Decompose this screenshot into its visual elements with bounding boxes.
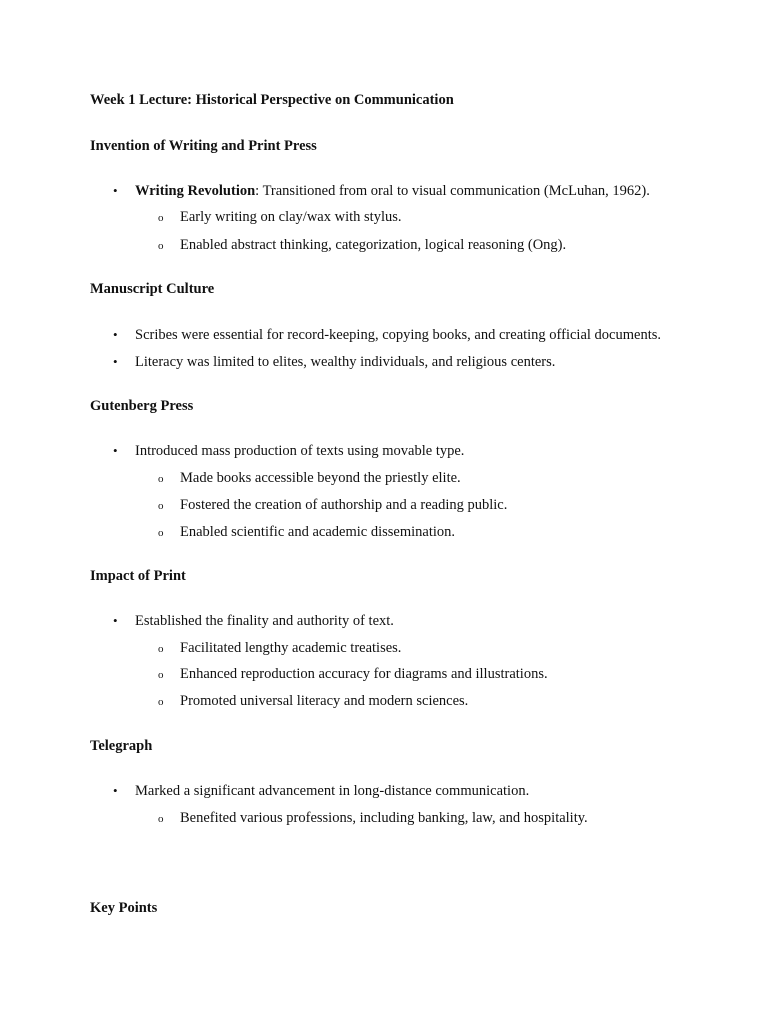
sub-bullet-item <box>158 640 401 657</box>
bullet-icon: • <box>113 183 118 198</box>
sub-bullet-text: Facilitated lengthy academic treatises. <box>180 640 402 656</box>
sub-bullet-text: Promoted universal literacy and modern sciences. <box>180 693 469 709</box>
sub-bullet-item <box>158 209 402 226</box>
circle-bullet-icon: o <box>158 500 164 512</box>
bullet-icon: • <box>113 327 118 342</box>
circle-bullet-icon: o <box>158 643 164 655</box>
bullet-term: Writing Revolution <box>135 183 256 199</box>
sub-bullet-text: Fostered the creation of authorship and a reading public. <box>180 497 508 513</box>
sub-bullet-text: Benefited various professions, including banking, law, and hospitality. <box>180 810 588 826</box>
section-heading-writing: Invention of Writing and Print Press <box>90 138 317 154</box>
bullet-text: Established the finality and authority of text. <box>135 613 394 629</box>
section-heading-manuscript: Manuscript Culture <box>90 281 215 297</box>
circle-bullet-icon: o <box>158 813 164 825</box>
bullet-text: Marked a significant advancement in long-distance communication. <box>135 783 530 799</box>
sub-bullet-text: Enabled scientific and academic dissemination. <box>180 524 455 540</box>
bullet-item <box>113 327 661 344</box>
bullet-text: Introduced mass production of texts using movable type. <box>135 443 465 459</box>
sub-bullet-text: Early writing on clay/wax with stylus. <box>180 209 402 225</box>
circle-bullet-icon: o <box>158 669 164 681</box>
section-heading-telegraph: Telegraph <box>90 738 153 754</box>
sub-bullet-item <box>158 237 566 254</box>
bullet-text: Literacy was limited to elites, wealthy individuals, and religious centers. <box>135 354 556 370</box>
section-heading-gutenberg: Gutenberg Press <box>90 398 194 414</box>
circle-bullet-icon: o <box>158 212 164 224</box>
bullet-item <box>113 183 650 200</box>
sub-bullet-item <box>158 810 588 827</box>
sub-bullet-text: Made books accessible beyond the priestly elite. <box>180 470 461 486</box>
section-heading-impact: Impact of Print <box>90 568 186 584</box>
bullet-item <box>113 443 464 460</box>
bullet-item <box>113 354 555 371</box>
section-heading-key-points: Key Points <box>90 900 158 916</box>
sub-bullet-item <box>158 470 461 487</box>
circle-bullet-icon: o <box>158 240 164 252</box>
bullet-icon: • <box>113 783 118 798</box>
bullet-icon: • <box>113 613 118 628</box>
bullet-text: : Transitioned from oral to visual communication (McLuhan, 1962). <box>255 183 650 199</box>
circle-bullet-icon: o <box>158 527 164 539</box>
bullet-icon: • <box>113 443 118 458</box>
bullet-item <box>113 613 394 630</box>
bullet-text: Scribes were essential for record-keeping, copying books, and creating official documents. <box>135 327 661 343</box>
sub-bullet-text: Enhanced reproduction accuracy for diagrams and illustrations. <box>180 666 548 682</box>
page-title: Week 1 Lecture: Historical Perspective on Communication <box>90 92 454 108</box>
bullet-item <box>113 783 529 800</box>
sub-bullet-item <box>158 497 507 514</box>
sub-bullet-item <box>158 666 548 683</box>
bullet-icon: • <box>113 354 118 369</box>
circle-bullet-icon: o <box>158 696 164 708</box>
circle-bullet-icon: o <box>158 473 164 485</box>
sub-bullet-item <box>158 524 455 541</box>
sub-bullet-text: Enabled abstract thinking, categorization, logical reasoning (Ong). <box>180 237 567 253</box>
sub-bullet-item <box>158 693 468 710</box>
